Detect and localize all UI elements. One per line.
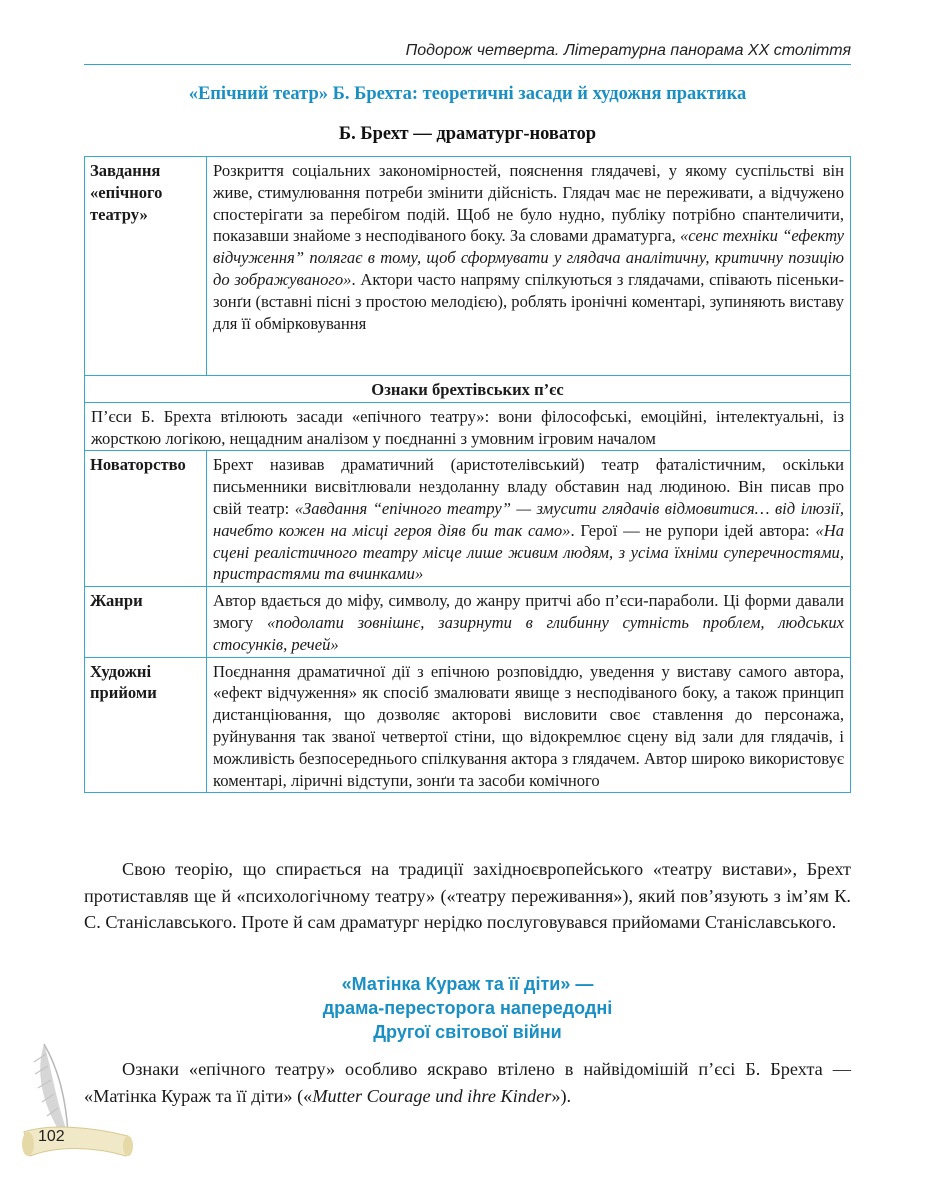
- subsection-title: [84, 972, 851, 1044]
- genres-quote: «подолати зовнішнє, зазирнути в глибинну сутність проблем, людських стосунків, речей»: [213, 612, 844, 654]
- novelty-text-1: Брехт називав драматичний (аристотелівський) театр фаталістичним, оскільки письменники висвітлювали нездоланну владу обставин над людиною. Він писав про свій театр:: [213, 455, 844, 518]
- row-label-task: Завдання «епічного театру»: [85, 157, 207, 376]
- header-rule: [84, 64, 851, 65]
- running-head: Подорож четверта. Літературна панорама XX століття: [405, 42, 851, 59]
- table-title: Б. Брехт — драматург-новатор: [338, 124, 597, 144]
- table-row-novelty: [85, 451, 851, 587]
- task-quote: «сенс техніки “ефекту відчуження” полягає в тому, щоб сформувати у глядача аналітичну, критичну позицію до зображуваного»: [213, 226, 845, 289]
- novelty-quote-1: «Завдання “епічного театру” — змусити глядачів відмовитися… від ілюзії, начебто кожен на місці героя діяв би так само»: [213, 498, 844, 540]
- subsection-title-line-2: драма-пересторога напередодні: [322, 998, 613, 1018]
- row-text-devices: Поєднання драматичної дії з епічною розповіддю, уведення у виставу самого автора, «ефект відчуження» як спосіб змалювати явище з несподіваного боку, а також принцип дистанціювання, що дозволяє акторові висловити своє ставлення до персонажа, руйнування так званої четвертої стіни, що відокремлює сцену від зали для глядачів, і можливість безпосереднього спілкування актора з глядачем. Автор широко використовує коментарі, ліричні відступи, зонґи та засоби комічного: [207, 657, 851, 793]
- genres-text-1: Автор вдається до міфу, символу, до жанру притчі або п’єси-параболи. Ці форми давали змогу: [213, 591, 844, 632]
- row-text-novelty: [207, 451, 851, 587]
- task-text-2: . Актори часто напряму спілкуються з глядачами, співають пісеньки-зонґи (вставні пісні з простою мелодією), роблять іронічні коментарі, зупиняють виставу для її обмірковування: [213, 269, 844, 333]
- task-text-1: Розкриття соціальних закономірностей, пояснення глядачеві, у якому суспільстві він живе, стимулювання потреби змінити дійсність. Глядач має не переживати, а відчужено спостерігати за перебігом подій. Щоб не було нудно, публіку потрібно спантеличити, показавши знайоме з несподіваного боку. За словами драматурга,: [213, 161, 844, 246]
- subsection-title-line-3: Другої світової війни: [373, 1022, 562, 1042]
- table-row-devices: [85, 657, 851, 793]
- signs-header: Ознаки брехтівських п’єс: [85, 376, 851, 403]
- section-title: «Епічний театр» Б. Брехта: теоретичні засади й художня практика: [188, 84, 747, 104]
- row-text-genres: [207, 587, 851, 657]
- row-label-genres: Жанри: [85, 587, 207, 657]
- quill-scroll-icon: [18, 1040, 138, 1170]
- signs-text: П’єси Б. Брехта втілюють засади «епічного театру»: вони філософські, емоційні, інтелектуальні, із жорсткою логікою, нещадним аналізом у поєднанні з умовним ігровим началом: [85, 402, 851, 451]
- novelty-text-2: . Герої — не рупори ідей автора:: [570, 520, 816, 540]
- row-text-task: [207, 157, 851, 376]
- row-label-novelty: Новаторство: [85, 451, 207, 587]
- table-row-signs-header: [85, 376, 851, 403]
- novelty-quote-2: «На сцені реалістичного театру місце лише живим людям, з усіма їхніми суперечностями, пристрастями та вчинками»: [213, 520, 844, 584]
- subsection-title-line-1: «Матінка Кураж та її діти» —: [341, 974, 594, 994]
- paragraph-theory: Свою теорію, що спирається на традиції західноєвропейського «театру вистави», Брехт протиставляв ще й «психологічному театру» («театру переживання»), який пов’язують з ім’ям К. С. Станіславського. Проте й сам драматург нерідко послуговувався прийомами Станіславського.: [84, 859, 851, 932]
- para2-text-1: Ознаки «епічного театру» особливо яскраво втілено в найвідомішій п’єсі Б. Брехта — «Матінка Кураж та її діти» («: [84, 1059, 851, 1106]
- para2-italic-title: Mutter Courage und ihre Kinder: [312, 1085, 552, 1106]
- para2-text-2: »).: [551, 1085, 572, 1106]
- brecht-table: [84, 156, 851, 793]
- paragraph-mother-courage: [84, 1056, 851, 1109]
- table-row-signs: [85, 402, 851, 451]
- page-number: 102: [38, 1128, 65, 1145]
- row-label-devices: Художні прийоми: [85, 657, 207, 793]
- table-row-genres: [85, 587, 851, 657]
- table-row-task: [85, 157, 851, 376]
